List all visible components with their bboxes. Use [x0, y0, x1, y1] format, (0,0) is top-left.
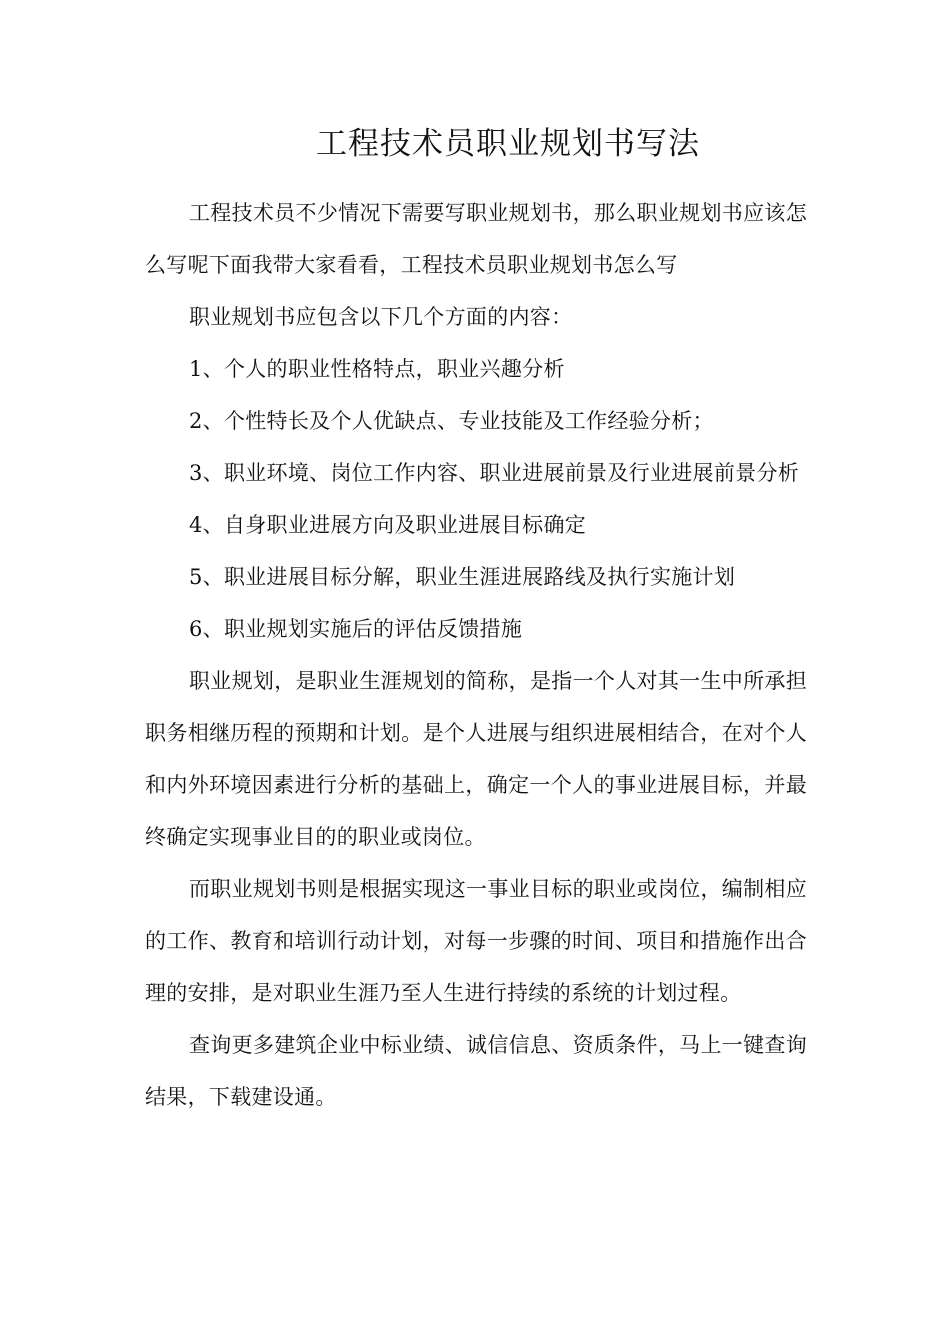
document-body — [145, 187, 807, 1123]
paragraph-promo: 查询更多建筑企业中标业绩、诚信信息、资质条件，马上一键查询结果，下载建设通。 — [145, 1033, 807, 1109]
document-title: 工程技术员职业规划书写法 — [316, 126, 700, 162]
list-item-1: 1、个人的职业性格特点，职业兴趣分析 — [189, 357, 565, 381]
list-item-4: 4、自身职业进展方向及职业进展目标确定 — [189, 513, 587, 537]
paragraph-definition: 职业规划，是职业生涯规划的简称，是指一个人对其一生中所承担职务相继历程的预期和计划。是个人进展与组织进展相结合，在对个人和内外环境因素进行分析的基础上，确定一个人的事业进展目标，并最终确定实现事业目的的职业或岗位。 — [145, 669, 807, 849]
list-item-5: 5、职业进展目标分解，职业生涯进展路线及执行实施计划 — [189, 565, 736, 589]
list-item-2: 2、个性特长及个人优缺点、专业技能及工作经验分析； — [189, 409, 714, 433]
list-item-3: 3、职业环境、岗位工作内容、职业进展前景及行业进展前景分析 — [189, 461, 800, 485]
paragraph-intro: 工程技术员不少情况下需要写职业规划书，那么职业规划书应该怎么写呢下面我带大家看看，工程技术员职业规划书怎么写 — [145, 201, 807, 277]
paragraph-contents-heading: 职业规划书应包含以下几个方面的内容： — [189, 305, 573, 329]
paragraph-plan-description: 而职业规划书则是根据实现这一事业目标的职业或岗位，编制相应的工作、教育和培训行动计划，对每一步骤的时间、项目和措施作出合理的安排，是对职业生涯乃至人生进行持续的系统的计划过程。 — [145, 877, 807, 1005]
list-item-6: 6、职业规划实施后的评估反馈措施 — [189, 617, 523, 641]
